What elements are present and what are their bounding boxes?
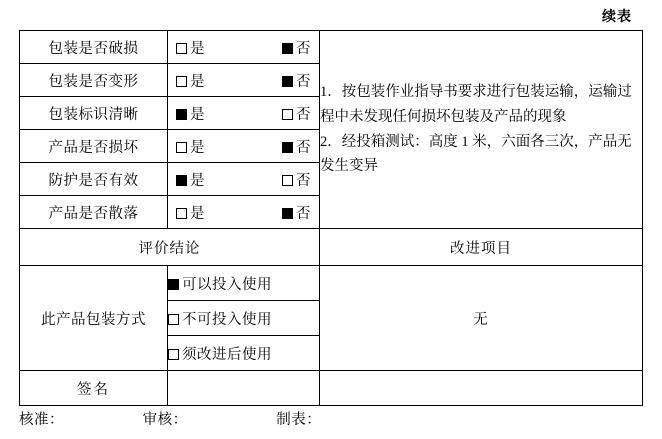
option-no-label-5: 否 [296,205,311,222]
option-yes-1[interactable] [176,70,205,91]
option-yes-label-4: 是 [190,172,205,189]
check-options-2[interactable] [168,97,320,130]
footer-review: 审核： [142,412,188,428]
packaging-evaluation-table [19,30,643,406]
checkbox-yes-4[interactable] [176,175,187,186]
option-no-label-3: 否 [296,139,311,156]
check-label-4: 防护是否有效 [20,163,168,196]
check-label-2: 包装标识清晰 [20,97,168,130]
signature-field[interactable] [168,371,320,406]
checkbox-no-0[interactable] [282,43,293,54]
checkbox-yes-0[interactable] [176,43,187,54]
footer-approve: 核准： [19,412,64,428]
checkbox-no-1[interactable] [282,76,293,87]
option-no-3[interactable] [282,136,311,157]
conclusion-header: 评价结论 [20,229,320,266]
checkbox-no-2[interactable] [282,109,293,120]
option-yes-label-0: 是 [190,40,205,57]
option-yes-label-3: 是 [190,139,205,156]
checkbox-package-option-0[interactable] [168,279,179,290]
footer-signoff [19,408,642,429]
option-yes-label-5: 是 [190,205,205,222]
table-row [20,31,643,64]
option-no-4[interactable] [282,169,311,190]
option-yes-3[interactable] [176,136,205,157]
check-label-3: 产品是否损坏 [20,130,168,163]
checkbox-yes-2[interactable] [176,109,187,120]
checkbox-package-option-1[interactable] [168,314,179,325]
option-no-5[interactable] [282,202,311,223]
check-options-4[interactable] [168,163,320,196]
package-way-label: 此产品包装方式 [20,266,168,371]
checkbox-yes-1[interactable] [176,76,187,87]
signature-label: 签名 [20,371,168,406]
check-options-0[interactable] [168,31,320,64]
option-no-1[interactable] [282,70,311,91]
note-line-2: 2．经投箱测试：高度 1 米，六面各三次，产品无发生变异 [320,133,632,175]
section-header-row [20,229,643,266]
table-row [20,266,643,301]
option-no-label-4: 否 [296,172,311,189]
package-option-label-0: 可以投入使用 [182,276,272,293]
note-line-1: 1．按包装作业指导书要求进行包装运输，运输过程中未发现任何损坏包装及产品的现象 [320,83,632,125]
check-options-1[interactable] [168,64,320,97]
option-no-label-2: 否 [296,106,311,123]
option-yes-5[interactable] [176,202,205,223]
continued-table-label: 续表 [602,10,632,25]
signature-extra-field[interactable] [320,371,643,406]
option-no-label-1: 否 [296,73,311,90]
package-option-label-1: 不可投入使用 [182,311,272,328]
improvement-value: 无 [320,266,643,371]
improvement-header: 改进项目 [320,229,643,266]
checkbox-no-5[interactable] [282,208,293,219]
checkbox-no-4[interactable] [282,175,293,186]
checkbox-yes-3[interactable] [176,142,187,153]
package-option-2[interactable] [168,336,320,371]
checkbox-no-3[interactable] [282,142,293,153]
check-label-1: 包装是否变形 [20,64,168,97]
package-option-1[interactable] [168,301,320,336]
option-no-2[interactable] [282,103,311,124]
signature-row [20,371,643,406]
check-options-5[interactable] [168,196,320,229]
check-label-5: 产品是否散落 [20,196,168,229]
checkbox-yes-5[interactable] [176,208,187,219]
option-no-label-0: 否 [296,40,311,57]
check-label-0: 包装是否破损 [20,31,168,64]
package-option-0[interactable] [168,266,320,301]
option-yes-label-1: 是 [190,73,205,90]
option-yes-0[interactable] [176,37,205,58]
option-yes-2[interactable] [176,103,205,124]
footer-prepare: 制表： [276,412,322,428]
option-yes-4[interactable] [176,169,205,190]
package-option-label-2: 须改进后使用 [182,346,272,363]
check-options-3[interactable] [168,130,320,163]
option-yes-label-2: 是 [190,106,205,123]
checkbox-package-option-2[interactable] [168,349,179,360]
notes-cell [320,31,643,229]
option-no-0[interactable] [282,37,311,58]
